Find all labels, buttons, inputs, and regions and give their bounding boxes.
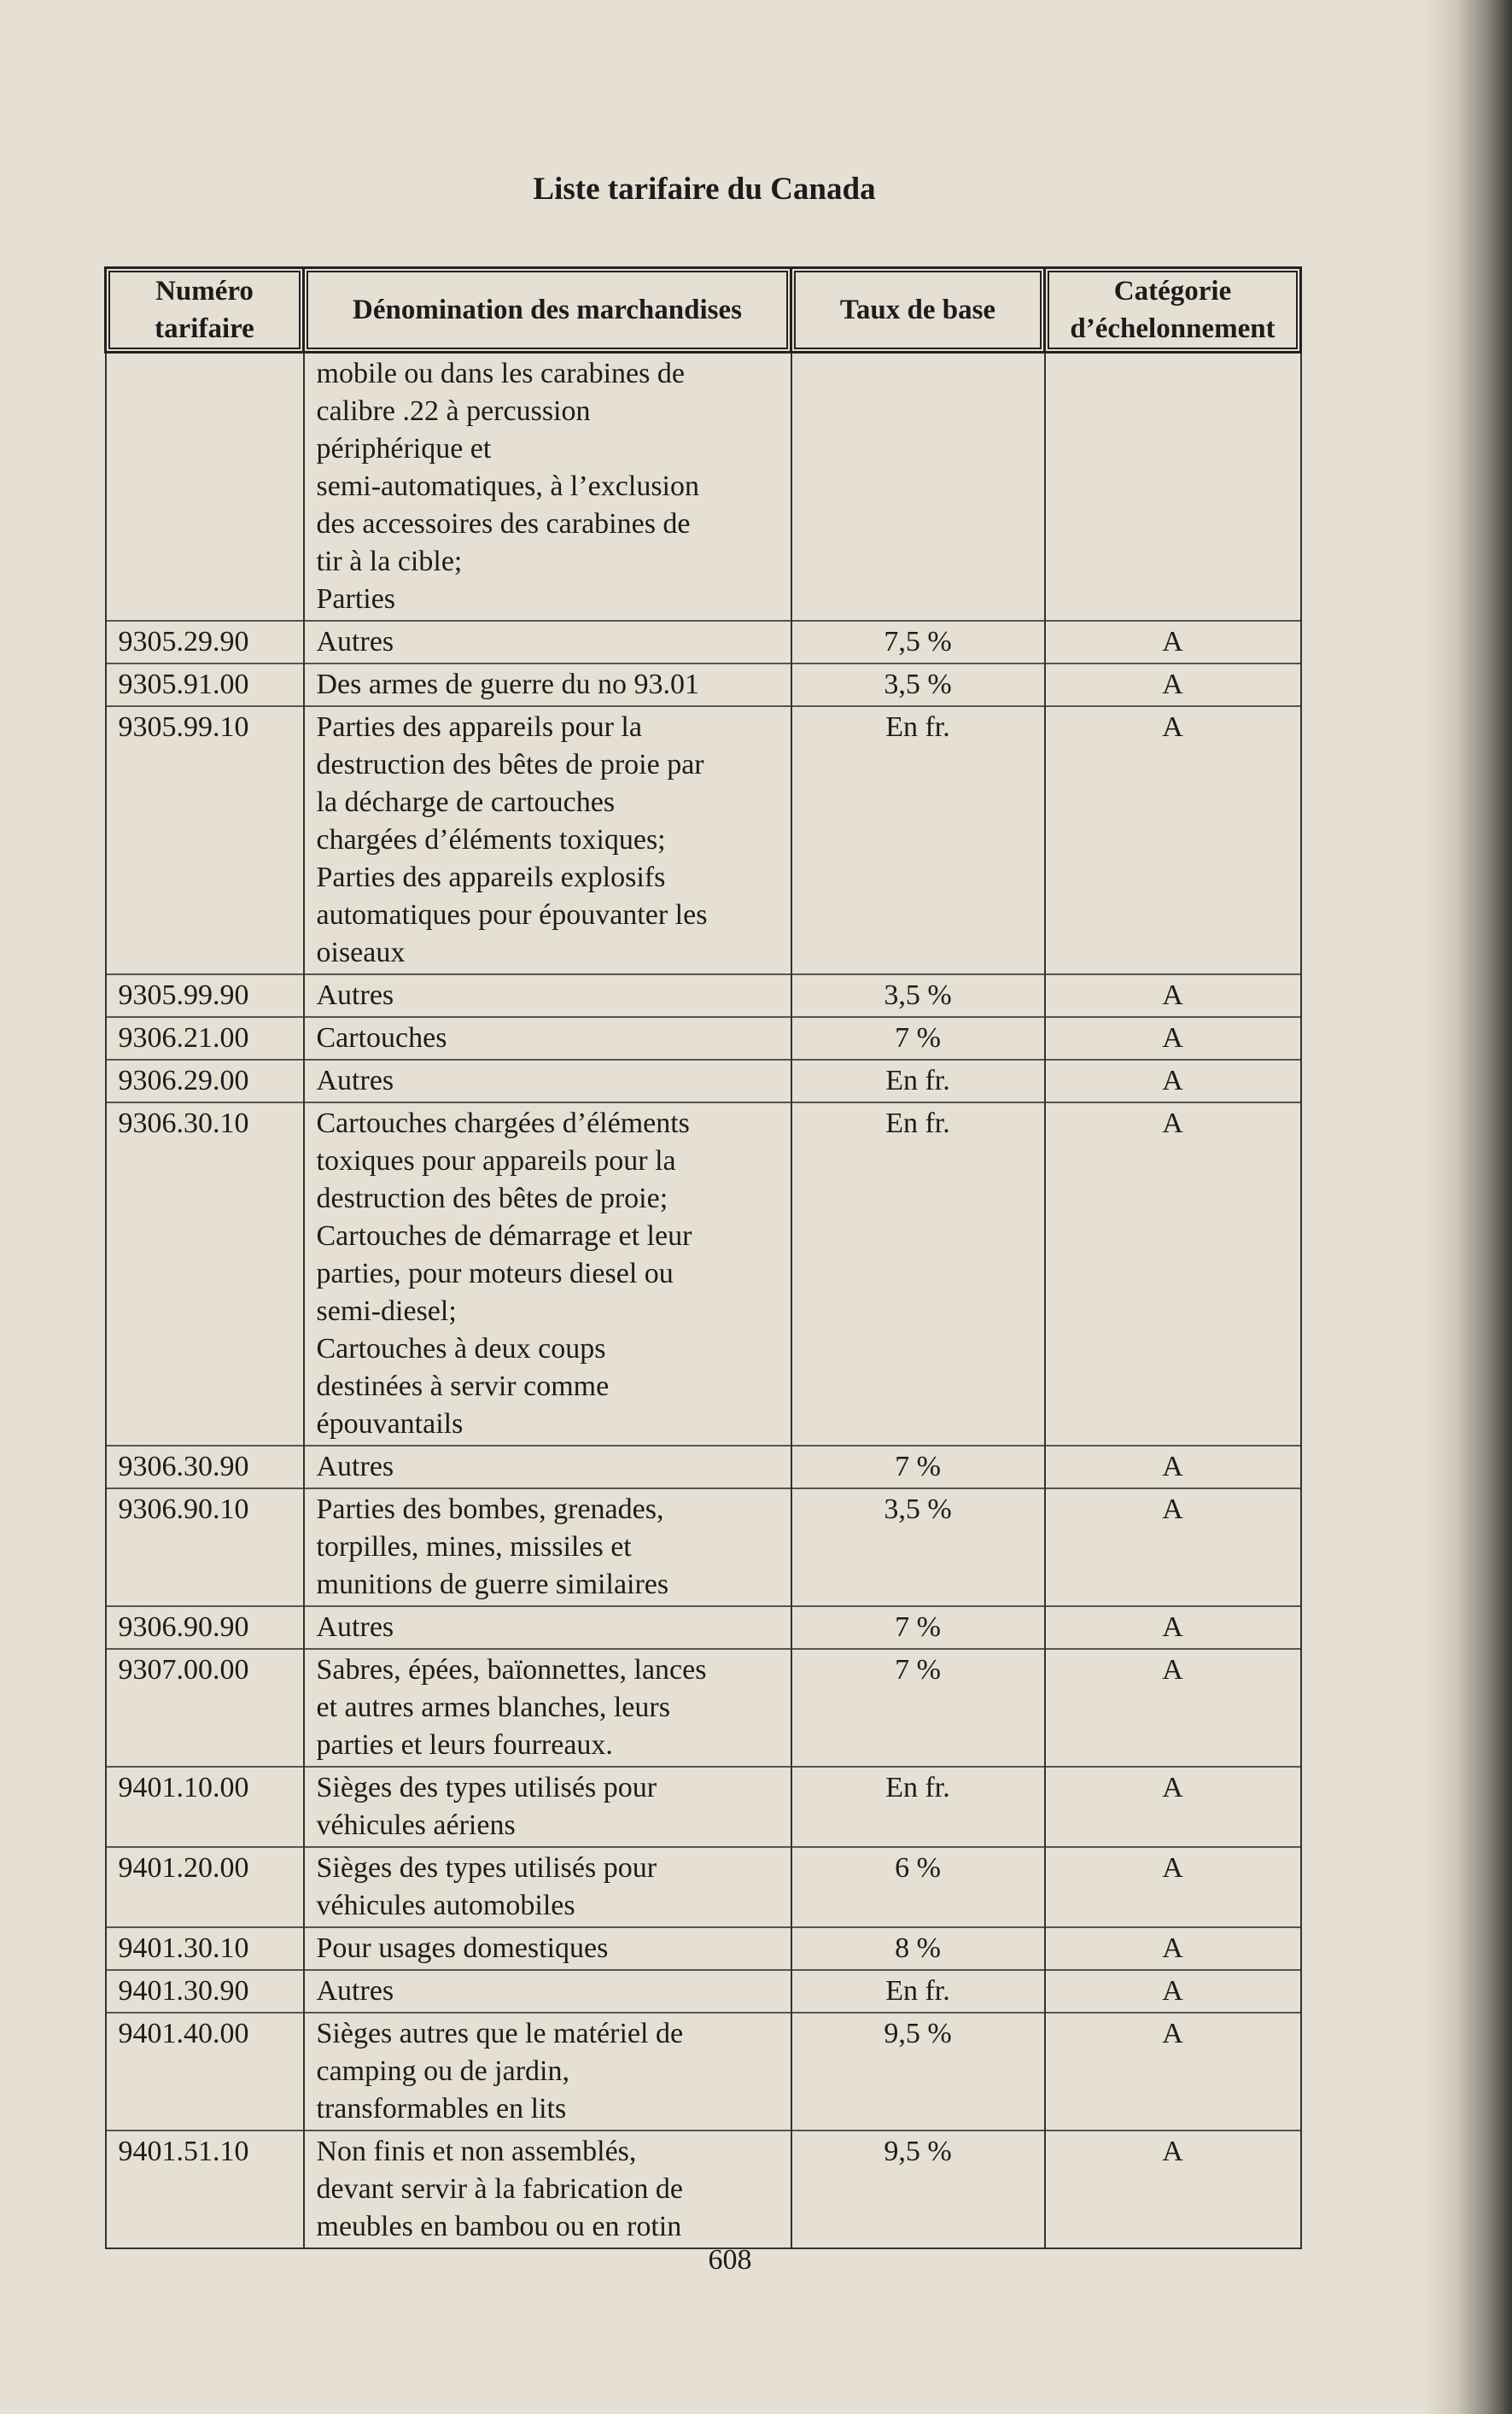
description-cell	[304, 706, 791, 974]
tariff-number-cell: 9305.91.00	[106, 663, 304, 706]
description-line: tir à la cible;	[316, 546, 463, 577]
tariff-number-cell: 9401.20.00	[106, 1847, 304, 1927]
tariff-number-cell: 9307.00.00	[106, 1649, 304, 1767]
table-row	[106, 1767, 1301, 1847]
description-line: automatiques pour épouvanter les	[316, 899, 708, 931]
base-rate-cell: En fr.	[791, 1970, 1045, 2013]
base-rate-cell: 7 %	[791, 1017, 1045, 1060]
description-line: meubles en bambou ou en rotin	[316, 2211, 682, 2242]
description-line: semi-automatiques, à l’exclusion	[316, 471, 699, 502]
tariff-number-cell	[106, 353, 304, 622]
description-cell	[304, 2131, 791, 2248]
staging-category-cell: A	[1045, 974, 1301, 1017]
description-line: Sièges des types utilisés pour	[316, 1852, 657, 1884]
description-line: parties et leurs fourreaux.	[316, 1729, 613, 1761]
description-line: destruction des bêtes de proie;	[316, 1183, 668, 1214]
book-spine-shadow	[1427, 0, 1512, 2414]
description-line: Sabres, épées, baïonnettes, lances	[316, 1654, 707, 1686]
table-row	[106, 1847, 1301, 1927]
table-row	[106, 1488, 1301, 1606]
staging-category-cell: A	[1045, 1649, 1301, 1767]
description-line: camping ou de jardin,	[316, 2055, 569, 2087]
table-row	[106, 1060, 1301, 1102]
description-line: Sièges autres que le matériel de	[316, 2018, 684, 2049]
description-line: oiseaux	[316, 937, 406, 968]
description-line: devant servir à la fabrication de	[316, 2173, 684, 2205]
description-line: véhicules aériens	[316, 1809, 516, 1841]
description-line: mobile ou dans les carabines de	[316, 358, 685, 389]
table-row	[106, 2131, 1301, 2248]
description-cell	[304, 1649, 791, 1767]
description-line: véhicules automobiles	[316, 1890, 575, 1921]
base-rate-cell: 3,5 %	[791, 974, 1045, 1017]
table-row	[106, 1970, 1301, 2013]
table-header-row	[106, 268, 1301, 353]
base-rate-cell: 8 %	[791, 1927, 1045, 1970]
description-cell	[304, 621, 791, 663]
staging-category-cell: A	[1045, 706, 1301, 974]
staging-category-cell: A	[1045, 2131, 1301, 2248]
tariff-table-body	[106, 353, 1301, 2249]
staging-category-cell: A	[1045, 2013, 1301, 2131]
base-rate-cell: En fr.	[791, 1102, 1045, 1446]
tariff-number-cell: 9401.30.10	[106, 1927, 304, 1970]
tariff-number-cell: 9306.90.90	[106, 1606, 304, 1649]
header-staging-category: Catégorie d’échelonnement	[1045, 268, 1301, 353]
description-line: destinées à servir comme	[316, 1371, 610, 1402]
tariff-number-cell: 9306.29.00	[106, 1060, 304, 1102]
staging-category-cell: A	[1045, 1847, 1301, 1927]
description-line: Parties des bombes, grenades,	[316, 1493, 664, 1525]
description-line: toxiques pour appareils pour la	[316, 1145, 676, 1177]
staging-category-cell	[1045, 353, 1301, 622]
staging-category-cell: A	[1045, 663, 1301, 706]
staging-category-cell: A	[1045, 1060, 1301, 1102]
staging-category-cell: A	[1045, 1970, 1301, 2013]
description-line: Autres	[316, 979, 394, 1011]
table-row	[106, 706, 1301, 974]
description-line: munitions de guerre similaires	[316, 1569, 669, 1600]
description-cell	[304, 1767, 791, 1847]
description-cell	[304, 974, 791, 1017]
description-cell	[304, 663, 791, 706]
description-cell	[304, 1446, 791, 1488]
description-cell	[304, 1488, 791, 1606]
staging-category-cell: A	[1045, 1927, 1301, 1970]
description-cell	[304, 1606, 791, 1649]
table-row	[106, 621, 1301, 663]
base-rate-cell: 7 %	[791, 1606, 1045, 1649]
description-line: Autres	[316, 1975, 394, 2007]
description-line: Sièges des types utilisés pour	[316, 1772, 657, 1803]
description-cell	[304, 1060, 791, 1102]
description-line: torpilles, mines, missiles et	[316, 1531, 632, 1563]
base-rate-cell: 9,5 %	[791, 2131, 1045, 2248]
description-cell	[304, 1970, 791, 2013]
table-row	[106, 1017, 1301, 1060]
staging-category-cell: A	[1045, 1102, 1301, 1446]
tariff-number-cell: 9306.90.10	[106, 1488, 304, 1606]
table-row	[106, 663, 1301, 706]
header-base-rate: Taux de base	[791, 268, 1045, 353]
base-rate-cell: 7 %	[791, 1446, 1045, 1488]
tariff-number-cell: 9306.30.90	[106, 1446, 304, 1488]
staging-category-cell: A	[1045, 1017, 1301, 1060]
description-line: destruction des bêtes de proie par	[316, 749, 704, 780]
description-cell	[304, 1017, 791, 1060]
description-cell	[304, 1102, 791, 1446]
page-title: Liste tarifaire du Canada	[533, 172, 876, 207]
description-cell	[304, 353, 791, 622]
staging-category-cell: A	[1045, 1767, 1301, 1847]
description-line: Autres	[316, 1065, 394, 1096]
base-rate-cell: 3,5 %	[791, 663, 1045, 706]
base-rate-cell: 9,5 %	[791, 2013, 1045, 2131]
page-number: 608	[708, 2244, 752, 2276]
description-line: Cartouches	[316, 1022, 447, 1054]
description-line: et autres armes blanches, leurs	[316, 1692, 670, 1723]
description-line: Autres	[316, 1451, 394, 1482]
base-rate-cell: 7 %	[791, 1649, 1045, 1767]
tariff-table	[104, 266, 1302, 2249]
description-line: Autres	[316, 1611, 394, 1643]
staging-category-cell: A	[1045, 1606, 1301, 1649]
base-rate-cell: En fr.	[791, 1060, 1045, 1102]
base-rate-cell: En fr.	[791, 1767, 1045, 1847]
base-rate-cell	[791, 353, 1045, 622]
tariff-number-cell: 9401.30.90	[106, 1970, 304, 2013]
description-line: calibre .22 à percussion	[316, 395, 591, 427]
description-line: Non finis et non assemblés,	[316, 2136, 637, 2167]
table-row	[106, 1102, 1301, 1446]
description-line: épouvantails	[316, 1408, 464, 1440]
description-line: la décharge de cartouches	[316, 786, 616, 818]
description-cell	[304, 1927, 791, 1970]
tariff-number-cell: 9401.51.10	[106, 2131, 304, 2248]
table-row	[106, 1446, 1301, 1488]
description-line: chargées d’éléments toxiques;	[316, 824, 666, 856]
description-line: Parties des appareils pour la	[316, 711, 642, 743]
base-rate-cell: 6 %	[791, 1847, 1045, 1927]
tariff-number-cell: 9306.21.00	[106, 1017, 304, 1060]
description-line: transformables en lits	[316, 2093, 567, 2125]
table-row	[106, 974, 1301, 1017]
base-rate-cell: 3,5 %	[791, 1488, 1045, 1606]
description-line: Autres	[316, 626, 394, 658]
header-tariff-number: Numéro tarifaire	[106, 268, 304, 353]
tariff-number-cell: 9306.30.10	[106, 1102, 304, 1446]
staging-category-cell: A	[1045, 621, 1301, 663]
tariff-number-cell: 9305.99.10	[106, 706, 304, 974]
description-line: Cartouches de démarrage et leur	[316, 1220, 692, 1252]
description-cell	[304, 2013, 791, 2131]
description-line: des accessoires des carabines de	[316, 508, 691, 540]
tariff-number-cell: 9401.40.00	[106, 2013, 304, 2131]
table-row	[106, 1927, 1301, 1970]
description-line: Cartouches chargées d’éléments	[316, 1108, 690, 1139]
table-row	[106, 2013, 1301, 2131]
description-line: Parties	[316, 583, 396, 615]
tariff-number-cell: 9305.99.90	[106, 974, 304, 1017]
description-line: Parties des appareils explosifs	[316, 862, 666, 893]
header-description: Dénomination des marchandises	[304, 268, 791, 353]
description-line: périphérique et	[316, 433, 492, 465]
staging-category-cell: A	[1045, 1488, 1301, 1606]
description-line: semi-diesel;	[316, 1295, 457, 1327]
tariff-number-cell: 9401.10.00	[106, 1767, 304, 1847]
tariff-number-cell: 9305.29.90	[106, 621, 304, 663]
description-cell	[304, 1847, 791, 1927]
staging-category-cell: A	[1045, 1446, 1301, 1488]
base-rate-cell: 7,5 %	[791, 621, 1045, 663]
description-line: parties, pour moteurs diesel ou	[316, 1258, 674, 1289]
table-row	[106, 1649, 1301, 1767]
description-line: Cartouches à deux coups	[316, 1333, 606, 1365]
table-row	[106, 353, 1301, 622]
description-line: Pour usages domestiques	[316, 1932, 609, 1964]
base-rate-cell: En fr.	[791, 706, 1045, 974]
table-row	[106, 1606, 1301, 1649]
description-line: Des armes de guerre du no 93.01	[316, 669, 699, 700]
